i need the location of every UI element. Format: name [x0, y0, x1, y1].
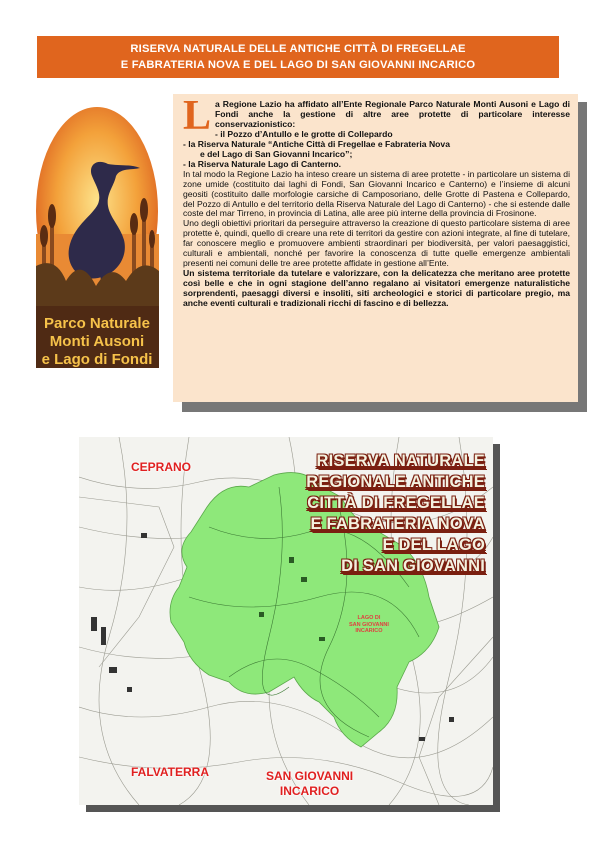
reserve-map: [79, 437, 493, 805]
logo-line-2: Monti Ausoni: [49, 333, 145, 350]
map-title: [306, 451, 485, 577]
list-item-1: - il Pozzo d’Antullo e le grotte di Collepardo: [215, 128, 393, 139]
title-line-1: RISERVA NATURALE DELLE ANTICHE CITTÀ DI FREGELLAE: [130, 43, 466, 55]
place-label-falvaterra: FALVATERRA: [131, 765, 209, 779]
place-label-san-giovanni: SAN GIOVANNI INCARICO: [266, 769, 354, 798]
list-item-2b: e del Lago di San Giovanni Incarico”;: [200, 148, 353, 159]
intro-paragraph-1: L a Regione Lazio ha affidato all’Ente Regionale Parco Naturale Monti Ausoni e Lago di Fondi anche la gestione di altre aree protette di particolare interesse conservazionistico:: [183, 93, 570, 139]
page-title-bar: [37, 36, 559, 78]
logo-line-3: e Lago di Fondi: [41, 351, 153, 368]
drop-cap: L: [183, 93, 212, 139]
place-label-ceprano: CEPRANO: [131, 460, 192, 474]
intro-paragraph-3: Uno degli obiettivi prioritari da perseguire attraverso la creazione di questo particolare sistema di aree protette è, quindi, quello di creare una rete di territori da gestire con azioni integrate, al fine di tutelare, far conoscere meglio e promuovere ambienti straordinari per biodiversità, per valori paesaggistici, culturali e ambientali, nonché per favorire la conoscenza di tutte quelle emergenze ambientali presenti nei comuni delle tre aree protette affidate in gestione all’Ente.: [183, 218, 570, 269]
list-item-3: - la Riserva Naturale Lago di Canterno.: [183, 158, 342, 169]
lake-label: LAGO DI SAN GIOVANNI INCARICO: [349, 615, 389, 634]
logo-line-1: Parco Naturale: [44, 315, 150, 332]
map-title-line-5: E DEL LAGO: [382, 536, 485, 554]
map-title-line-4: E FABRATERIA NOVA: [310, 515, 485, 533]
map-title-line-2: REGIONALE ANTICHE: [306, 473, 485, 491]
title-line-2: E FABRATERIA NOVA E DEL LAGO DI SAN GIOVANNI INCARICO: [120, 59, 476, 71]
map-title-line-6: DI SAN GIOVANNI: [341, 557, 485, 575]
intro-paragraph-4: Un sistema territoriale da tutelare e valorizzare, con la delicatezza che meritano aree protette così belle e che in ogni stagione dell’anno regalano ai visitatori emergenze naturalistiche sorprendenti, paesaggi diversi e insoliti, siti archeologici e storici di particolare pregio, ma anche eventi culturali e tradizionali ricchi di fascino e di bellezza.: [183, 268, 570, 309]
map-title-line-3: CITTÀ DI FREGELLAE: [307, 494, 485, 512]
map-title-line-1: RISERVA NATURALE: [316, 452, 485, 470]
park-logo: [36, 106, 159, 368]
intro-text-box: [173, 94, 578, 402]
list-item-2a: - la Riserva Naturale “Antiche Città di Fregellae e Fabrateria Nova: [183, 138, 450, 149]
intro-paragraph-2: In tal modo la Regione Lazio ha inteso creare un sistema di aree protette - in particolare un sistema di zone umide (costituito dai laghi di Fondi, San Giovanni Incarico e Canterno) e l’insieme di alcuni geositi (costituito dalle morfologie carsiche di Camposoriano, delle Grotte di Pastena e Collepardo, del Pozzo di Antullo e del territorio della Riserva Naturale del Lago di Canterno) - che si estende dalle coste del mar Tirreno, in provincia di Latina, alle aree più interne della provincia di Frosinone.: [183, 168, 570, 219]
